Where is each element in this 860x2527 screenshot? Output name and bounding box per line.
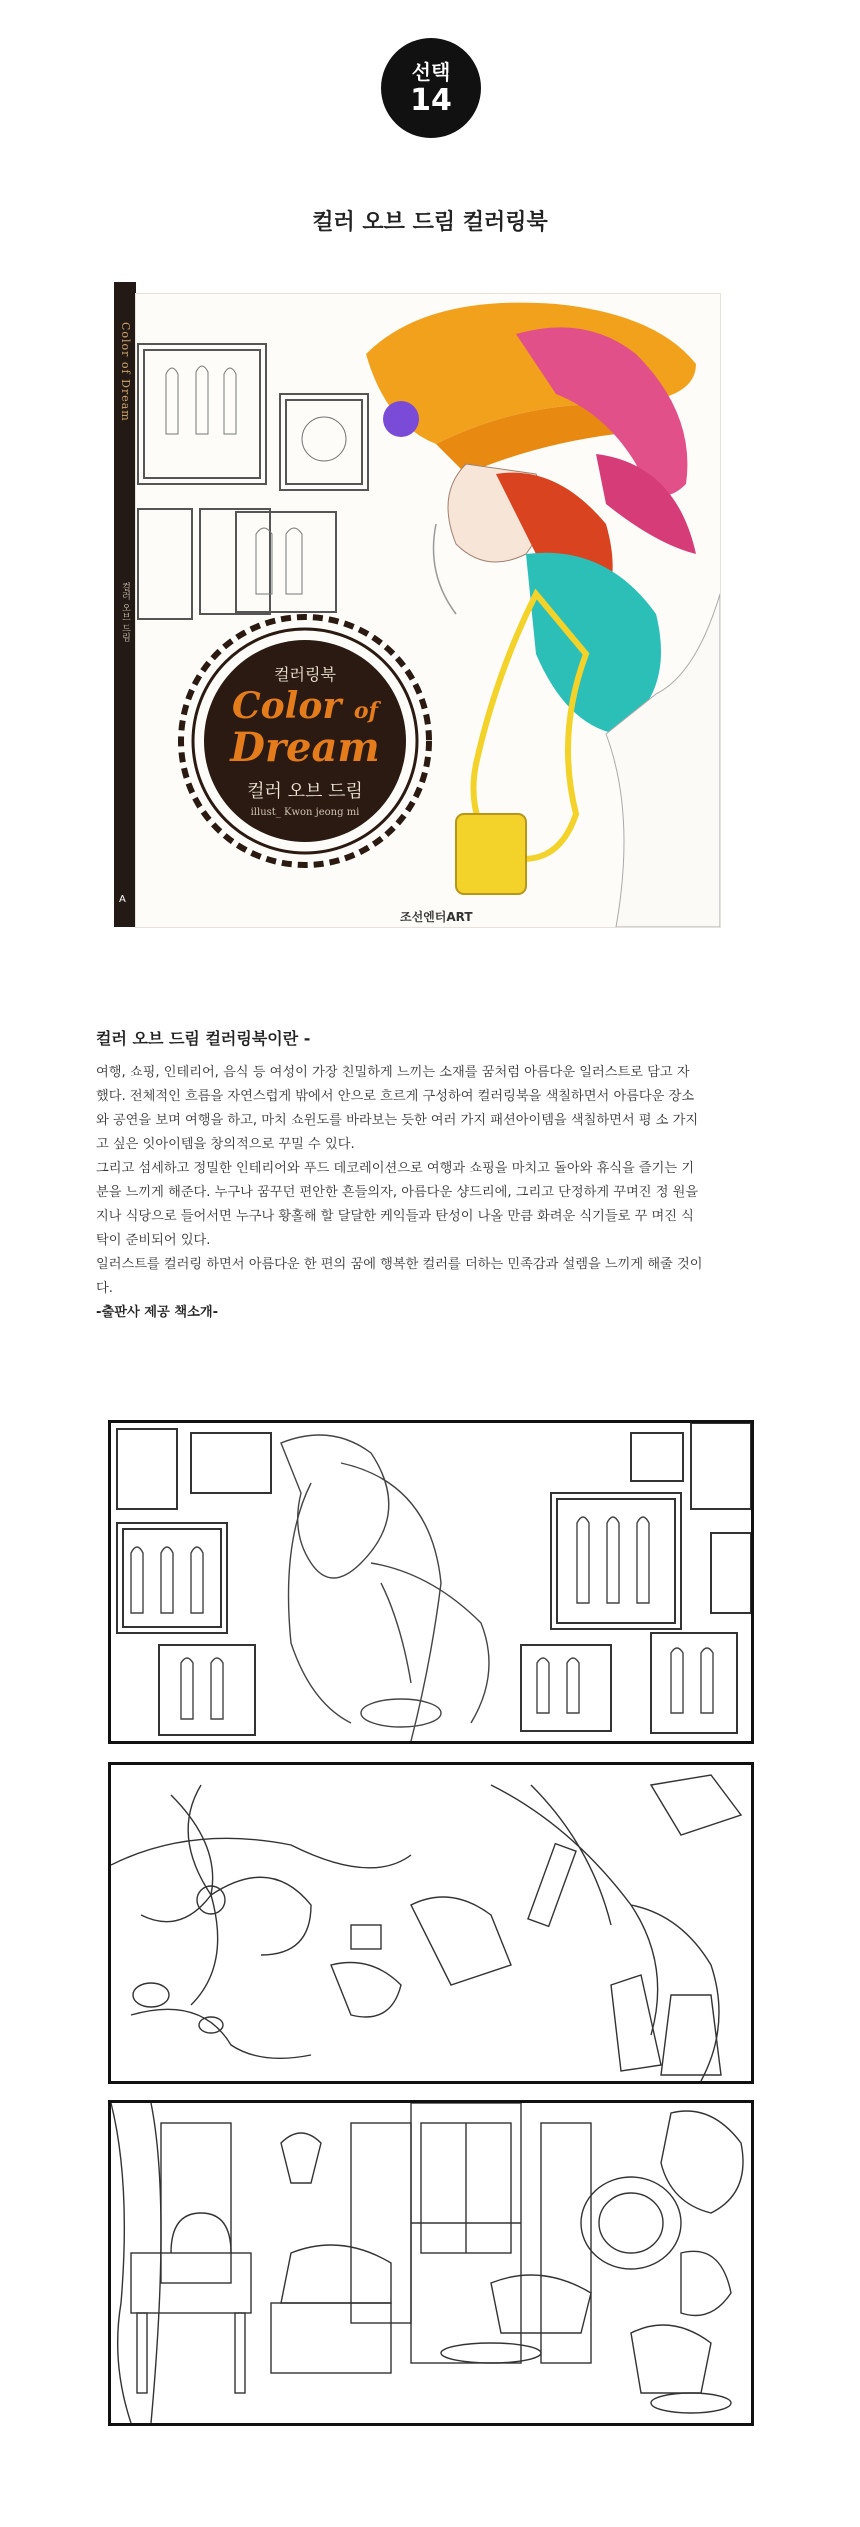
book-front-cover xyxy=(136,294,720,927)
product-title: 컬러 오브 드림 컬러링북 xyxy=(312,210,548,235)
book-cover-image xyxy=(114,282,720,927)
spine-logo: A xyxy=(119,894,126,905)
description-paragraph: 그리고 섬세하고 정밀한 인테리어와 푸드 데코레이션으로 여행과 쇼핑을 마치고 돌아와 휴식을 즐기는 기분을 느끼게 해준다. 누구나 꿈꾸던 편안한 흔들의자, 아름다운 샹드리에, 그리고 단정하게 꾸며진 정 원을 지나 식당으로 들어서면 누구나 황홀해 할 달달한 케익들과 탄성이 나올 만큼 화려운 식기들로 꾸 며진 식탁이 준비되어 있다. xyxy=(96,1161,699,1248)
badge-label: 선택 xyxy=(411,60,451,84)
sample-page-woman-gallery xyxy=(108,1420,754,1744)
description-source: -출판사 제공 책소개- xyxy=(96,1305,219,1320)
emblem-title-line2: Dream xyxy=(230,724,380,771)
author-credit: illust_ Kwon jeong mi xyxy=(250,807,360,818)
badge-number: 14 xyxy=(410,83,452,118)
sample-page-interior-dining xyxy=(108,2100,754,2426)
selection-badge xyxy=(381,38,481,138)
title-emblem xyxy=(176,612,434,870)
book-description xyxy=(96,1026,706,1325)
spine-subtitle: 컬러 오브 드림 xyxy=(120,582,130,642)
description-paragraph: 여행, 쇼핑, 인테리어, 음식 등 여성이 가장 친밀하게 느끼는 소재를 꿈처럼 아름다운 일러스트로 담고 자 했다. 전체적인 흐름을 자연스럽게 밖에서 안으로 흐르게 구성하여 컬러링북을 색칠하면서 아름다운 장소와 공연을 보며 여행을 하고, 마치 쇼윈도를 바라보는 듯한 여러 가지 패션아이템을 색칠하면서 평 소 가지고 싶은 잇아이템을 창의적으로 꾸밀 수 있다. xyxy=(96,1065,699,1152)
description-paragraph: 일러스트를 컬러링 하면서 아름다운 한 편의 꿈에 행복한 컬러를 더하는 민족감과 설렘을 느끼게 해줄 것이다. xyxy=(96,1257,703,1296)
emblem-subtitle: 컬러 오브 드림 xyxy=(247,781,363,802)
emblem-title-line1: Color of xyxy=(231,685,378,727)
sample-page-flowers-shopping xyxy=(108,1762,754,2084)
emblem-korean-label: 컬러링북 xyxy=(274,665,336,684)
description-heading: 컬러 오브 드림 컬러링북이란 - xyxy=(96,1029,311,1048)
publisher-logo: 조선엔터ART xyxy=(400,910,473,924)
spine-title: Color of Dream xyxy=(119,322,132,422)
book-spine xyxy=(114,282,136,927)
